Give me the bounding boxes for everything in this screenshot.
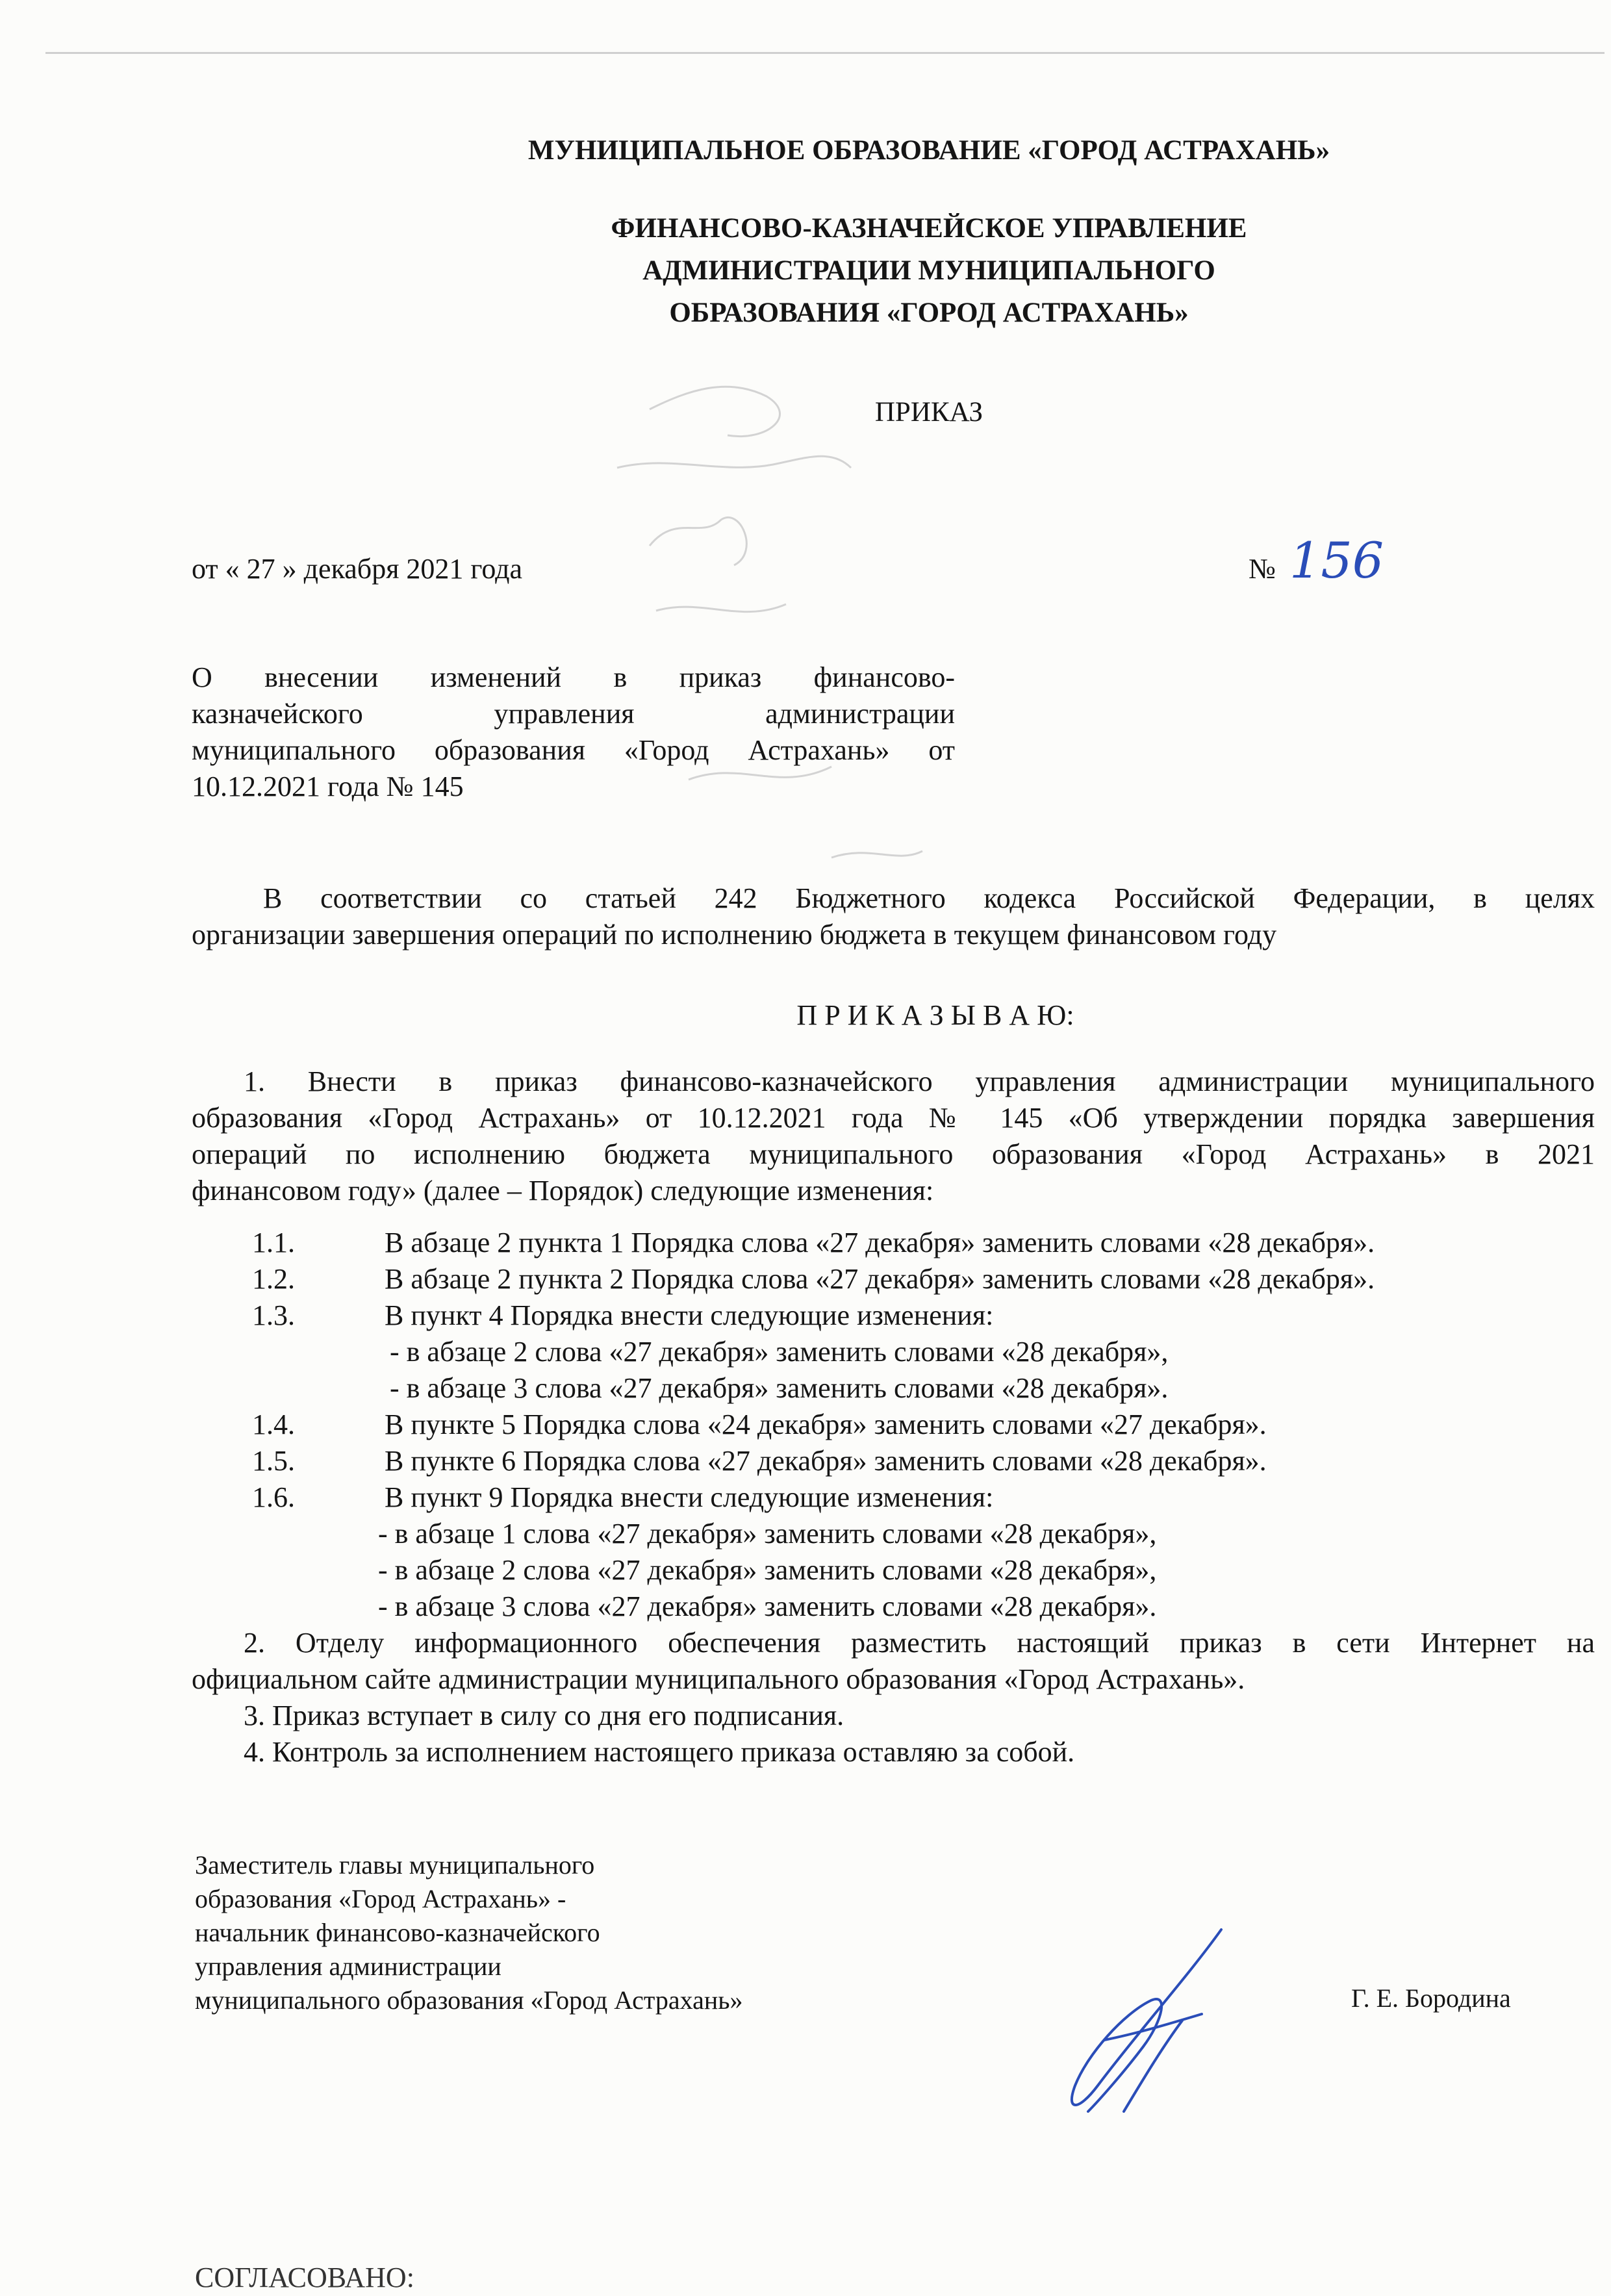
signature-stroke-main: [1072, 1930, 1221, 2111]
subject-line: казначейского управления администрации: [192, 698, 955, 730]
order-number-handwritten: 156: [1289, 531, 1384, 589]
subject-line: 10.12.2021 года № 145: [192, 771, 464, 802]
subitem-number: 1.3.: [252, 1299, 295, 1331]
item-1-line: операций по исполнению бюджета муниципального образования «Город Астрахань» в 2021: [192, 1138, 1595, 1170]
header-line-city: ОБРАЗОВАНИЯ «ГОРОД АСТРАХАНЬ»: [669, 298, 1189, 328]
item-2-line: 2. Отделу информационного обеспечения разместить настоящий приказ в сети Интернет на: [244, 1627, 1595, 1659]
header-line-administration: АДМИНИСТРАЦИИ МУНИЦИПАЛЬНОГО: [642, 255, 1215, 286]
item-1: [192, 1064, 1595, 1209]
subitem-dash-line: - в абзаце 3 слова «27 декабря» заменить словами «28 декабря».: [390, 1372, 1169, 1404]
ghost-scribble-4: [656, 604, 786, 612]
subitem-number: 1.2.: [252, 1263, 295, 1295]
header-line-department: ФИНАНСОВО-КАЗНАЧЕЙСКОЕ УПРАВЛЕНИЕ: [611, 213, 1247, 244]
item-2: [192, 1625, 1595, 1698]
preamble-line: организации завершения операций по исполнению бюджета в текущем финансовом году: [192, 919, 1277, 950]
position-line: образования «Город Астрахань» -: [195, 1884, 566, 1913]
document-type-title: ПРИКАЗ: [874, 397, 983, 427]
subitem-text: В пункт 4 Порядка внести следующие изменения:: [385, 1299, 994, 1331]
item-1-line: финансовом году» (далее – Порядок) следующие изменения:: [192, 1175, 934, 1206]
item-2-line: официальном сайте администрации муниципального образования «Город Астрахань».: [192, 1663, 1245, 1695]
ghost-scribble-3: [650, 517, 746, 565]
position-line: муниципального образования «Город Астрахань»: [195, 1985, 743, 2015]
subitem-dash-line: - в абзаце 2 слова «27 декабря» заменить словами «28 декабря»,: [390, 1336, 1169, 1368]
item-3: 3. Приказ вступает в силу со дня его подписания.: [244, 1700, 844, 1731]
decree-word: П Р И К А З Ы В А Ю:: [796, 999, 1074, 1031]
subitem-text: В пункте 5 Порядка слова «24 декабря» заменить словами «27 декабря».: [385, 1409, 1267, 1440]
order-number-label: №: [1249, 553, 1276, 585]
signatory-name: Г. Е. Бородина: [1351, 1983, 1511, 2013]
preamble: [192, 880, 1595, 953]
item-1-line: образования «Город Астрахань» от 10.12.2021 года № 145 «Об утверждении порядка завершения: [192, 1102, 1595, 1134]
subitem-dash-line: - в абзаце 3 слова «27 декабря» заменить словами «28 декабря».: [378, 1590, 1157, 1622]
ghost-scribble-6: [831, 851, 922, 858]
subitem-text: В абзаце 2 пункта 1 Порядка слова «27 декабря» заменить словами «28 декабря».: [385, 1227, 1375, 1258]
subitem-text: В абзаце 2 пункта 2 Порядка слова «27 декабря» заменить словами «28 декабря».: [385, 1263, 1375, 1295]
header-line-municipality: МУНИЦИПАЛЬНОЕ ОБРАЗОВАНИЕ «ГОРОД АСТРАХАНЬ»: [527, 135, 1330, 166]
position-line: Заместитель главы муниципального: [195, 1850, 595, 1880]
position-line: начальник финансово-казначейского: [195, 1918, 600, 1947]
approval-label: СОГЛАСОВАНО:: [195, 2262, 414, 2293]
signatory-position: [195, 1848, 743, 2017]
subject-line: О внесении изменений в приказ финансово-: [192, 661, 955, 693]
subject-line: муниципального образования «Город Астрахань» от: [192, 734, 955, 766]
subitem-text: В пункт 9 Порядка внести следующие изменения:: [385, 1481, 994, 1513]
position-line: управления администрации: [195, 1952, 501, 1981]
subitem-number: 1.5.: [252, 1445, 295, 1477]
subitem-dash-line: - в абзаце 1 слова «27 декабря» заменить словами «28 декабря»,: [378, 1518, 1157, 1550]
preamble-line: В соответствии со статьей 242 Бюджетного кодекса Российской Федерации, в целях: [263, 882, 1595, 914]
item-1-line: 1. Внести в приказ финансово-казначейского управления администрации муниципального: [244, 1065, 1595, 1097]
subitem-number: 1.4.: [252, 1409, 295, 1440]
subitem-text: В пункте 6 Порядка слова «27 декабря» заменить словами «28 декабря».: [385, 1445, 1267, 1477]
subitem-number: 1.1.: [252, 1227, 295, 1258]
order-subject: [192, 659, 955, 805]
handwritten-signature: [1026, 1917, 1260, 2124]
order-date: от « 27 » декабря 2021 года: [192, 553, 523, 585]
item-4: 4. Контроль за исполнением настоящего приказа оставляю за собой.: [244, 1736, 1075, 1768]
subitem-dash-line: - в абзаце 2 слова «27 декабря» заменить словами «28 декабря»,: [378, 1554, 1157, 1586]
subitem-number: 1.6.: [252, 1481, 295, 1513]
ghost-scribble-2: [617, 456, 851, 468]
